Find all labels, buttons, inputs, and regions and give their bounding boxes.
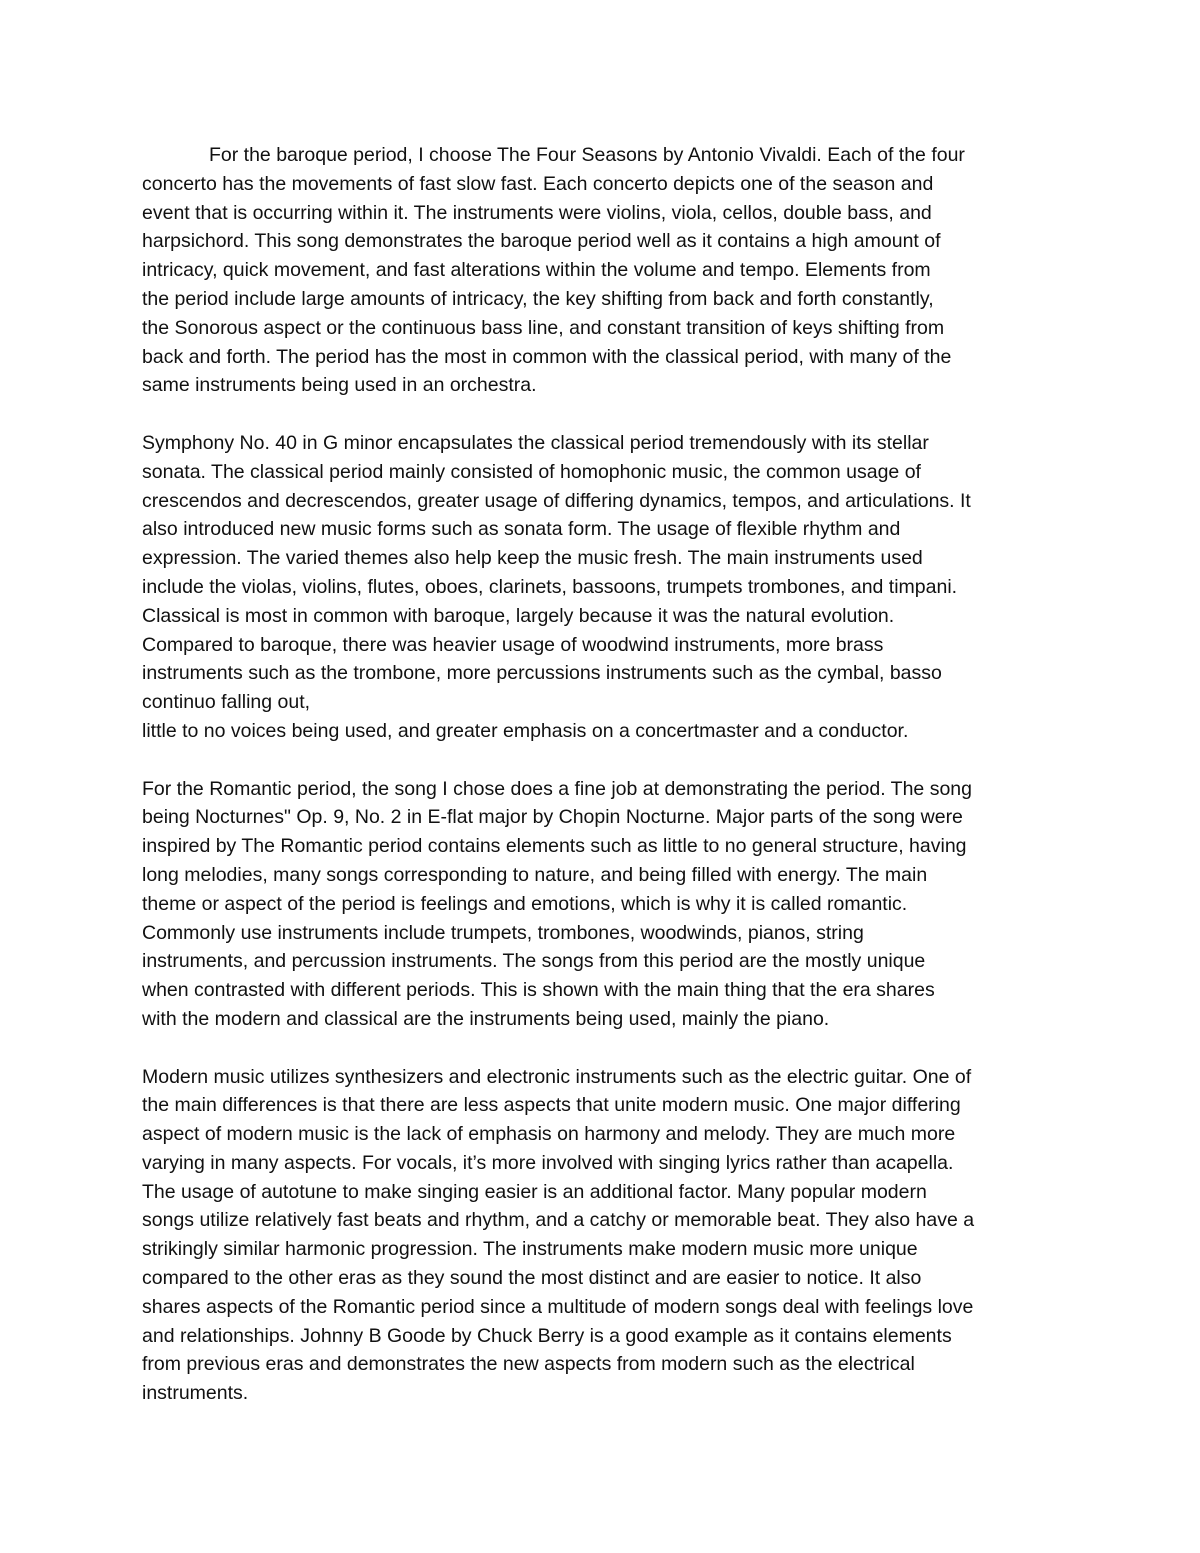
text-line: from previous eras and demonstrates the new aspects from modern such as the electrical xyxy=(142,1353,915,1376)
paragraph-classical xyxy=(142,429,1067,746)
text-line: intricacy, quick movement, and fast alterations within the volume and tempo. Elements from xyxy=(142,259,931,282)
text-line: harpsichord. This song demonstrates the baroque period well as it contains a high amount of xyxy=(142,230,941,253)
text-line: being Nocturnes" Op. 9, No. 2 in E-flat major by Chopin Nocturne. Major parts of the song were xyxy=(142,806,963,829)
text-line: songs utilize relatively fast beats and rhythm, and a catchy or memorable beat. They also have a xyxy=(142,1209,975,1232)
text-line: For the baroque period, I choose The Four Seasons by Antonio Vivaldi. Each of the four xyxy=(209,144,965,166)
text-line: continuo falling out, xyxy=(142,691,311,714)
document-body xyxy=(142,141,1067,1437)
text-line: the Sonorous aspect or the continuous bass line, and constant transition of keys shifting from xyxy=(142,316,945,339)
text-line: inspired by The Romantic period contains elements such as little to no general structure, having xyxy=(142,835,967,858)
text-line: long melodies, many songs corresponding to nature, and being filled with energy. The main xyxy=(142,863,928,886)
text-line: include the violas, violins, flutes, oboes, clarinets, bassoons, trumpets trombones, and timpani. xyxy=(142,575,958,598)
text-line: crescendos and decrescendos, greater usage of differing dynamics, tempos, and articulations. It xyxy=(142,489,971,512)
paragraph-romantic xyxy=(142,775,1067,1034)
text-line: expression. The varied themes also help keep the music fresh. The main instruments used xyxy=(142,547,923,570)
text-line: also introduced new music forms such as sonata form. The usage of flexible rhythm and xyxy=(142,518,901,541)
text-line: Symphony No. 40 in G minor encapsulates the classical period tremendously with its stellar xyxy=(142,431,929,454)
text-line: Compared to baroque, there was heavier usage of woodwind instruments, more brass xyxy=(142,633,884,656)
text-line: instruments such as the trombone, more percussions instruments such as the cymbal, basso xyxy=(142,662,942,685)
paragraph-modern xyxy=(142,1063,1067,1409)
paragraph-baroque xyxy=(142,141,1067,400)
text-line: the main differences is that there are less aspects that unite modern music. One major differing xyxy=(142,1094,961,1117)
text-line: instruments, and percussion instruments. The songs from this period are the mostly unique xyxy=(142,950,926,973)
text-line: event that is occurring within it. The instruments were violins, viola, cellos, double bass, and xyxy=(142,201,932,224)
text-line: The usage of autotune to make singing easier is an additional factor. Many popular modern xyxy=(142,1180,927,1203)
text-line: with the modern and classical are the instruments being used, mainly the piano. xyxy=(142,1007,830,1030)
text-line: For the Romantic period, the song I chose does a fine job at demonstrating the period. The song xyxy=(142,777,972,800)
text-line: shares aspects of the Romantic period since a multitude of modern songs deal with feelings love xyxy=(142,1295,974,1318)
text-line: back and forth. The period has the most in common with the classical period, with many of the xyxy=(142,345,952,368)
text-line: Commonly use instruments include trumpets, trombones, woodwinds, pianos, string xyxy=(142,921,864,944)
text-line: Classical is most in common with baroque, largely because it was the natural evolution. xyxy=(142,604,895,627)
text-line: little to no voices being used, and greater emphasis on a concertmaster and a conductor. xyxy=(142,719,909,742)
text-line: concerto has the movements of fast slow fast. Each concerto depicts one of the season and xyxy=(142,172,934,195)
text-line: varying in many aspects. For vocals, it’s more involved with singing lyrics rather than acapella. xyxy=(142,1151,954,1174)
text-line: and relationships. Johnny B Goode by Chuck Berry is a good example as it contains elements xyxy=(142,1324,952,1347)
text-line: Modern music utilizes synthesizers and electronic instruments such as the electric guitar. One of xyxy=(142,1065,972,1088)
text-line: compared to the other eras as they sound the most distinct and are easier to notice. It also xyxy=(142,1267,922,1290)
text-line: theme or aspect of the period is feelings and emotions, which is why it is called romantic. xyxy=(142,892,908,915)
text-line: strikingly similar harmonic progression. The instruments make modern music more unique xyxy=(142,1238,918,1261)
text-line: sonata. The classical period mainly consisted of homophonic music, the common usage of xyxy=(142,460,921,483)
text-line: same instruments being used in an orchestra. xyxy=(142,374,537,397)
text-line: the period include large amounts of intricacy, the key shifting from back and forth constantly, xyxy=(142,287,934,310)
text-line: aspect of modern music is the lack of emphasis on harmony and melody. They are much more xyxy=(142,1123,956,1146)
text-line: when contrasted with different periods. This is shown with the main thing that the era shares xyxy=(142,979,935,1002)
text-line: instruments. xyxy=(142,1382,249,1405)
